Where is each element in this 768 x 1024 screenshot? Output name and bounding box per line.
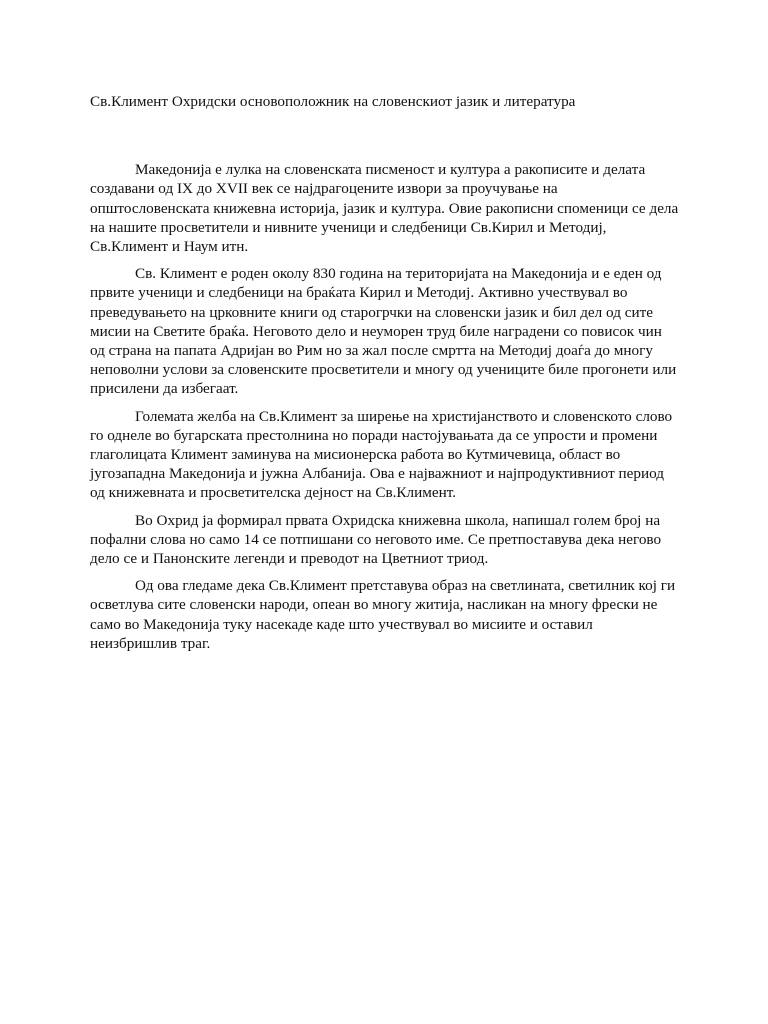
paragraph-line: мисии на Светите браќа. Неговото дело и неуморен труд биле наградени со повисок чин xyxy=(90,322,662,340)
paragraph-line: од страна на папата Адријан во Рим но за жал после смртта на Методиј доаѓа до многу xyxy=(90,342,653,360)
paragraph-line: Св. Климент е роден околу 830 година на територијата на Македонија и е еден од xyxy=(135,265,662,283)
paragraph-line: Големата желба на Св.Климент за ширење на христијанството и словенското слово xyxy=(135,407,673,425)
paragraph-line: првите ученици и следбеници на браќата Кирил и Методиј. Активно учествувал во xyxy=(90,284,628,302)
document-title: Св.Климент Охридски основоположник на словенскиот јазик и литература xyxy=(90,93,576,110)
paragraph xyxy=(90,576,682,653)
paragraph-line: Во Охрид ја формирал првата Охридска книжевна школа, напишал голем број на xyxy=(135,511,661,529)
paragraph xyxy=(90,160,682,256)
paragraph-line: неповолни услови за словенските просветители и многу од учениците биле прогонети или xyxy=(90,361,677,379)
paragraph xyxy=(90,407,682,503)
paragraph-line: создавани од IX до XVII век се најдрагоцените извори за проучување на xyxy=(90,180,558,198)
paragraph-line: неизбришлив траг. xyxy=(90,634,211,652)
paragraph xyxy=(90,511,682,569)
paragraph-line: само во Македонија туку насекаде каде што учествувал во мисиите и оставил xyxy=(90,615,593,633)
paragraph-line: Од ова гледаме дека Св.Климент претставува образ на светлината, светилник кој ги xyxy=(135,577,676,595)
paragraph-line: пофални слова но само 14 се потпишани со неговото име. Се претпоставува дека негово xyxy=(90,530,662,548)
paragraph xyxy=(90,264,682,398)
paragraph-line: на нашите просветители и нивните ученици и следбеници Св.Кирил и Методиј, xyxy=(90,218,607,236)
paragraph-line: општословенската книжевна историја, јазик и култура. Овие ракописни споменици се дела xyxy=(90,199,679,217)
paragraph-line: присилени да избегаат. xyxy=(90,380,239,398)
paragraph-line: од книжевната и просветителска дејност на Св.Климент. xyxy=(90,484,457,502)
paragraph-line: Македонија е лулка на словенската писменост и култура а ракописите и делата xyxy=(135,161,646,179)
paragraph-line: глаголицата Климент заминува на мисионерска работа во Кутмичевица, област во xyxy=(90,446,621,464)
document-body xyxy=(90,92,682,661)
paragraph-line: осветлува сите словенски народи, опеан во многу житија, насликан на многу фрески не xyxy=(90,596,658,614)
paragraph-line: Св.Климент и Наум итн. xyxy=(90,238,249,256)
paragraph-line: го однеле во бугарската престолнина но поради настојувањата да се упрости и промени xyxy=(90,426,658,444)
paragraph-line: југозападна Македонија и јужна Албанија. Ова е најважниот и најпродуктивниот период xyxy=(90,465,664,483)
paragraph-line: преведувањето на црковните книги од старогрчки на словенски јазик и бил дел од сите xyxy=(90,303,653,321)
paragraph-line: дело се и Панонските легенди и преводот на Цветниот триод. xyxy=(90,550,489,568)
